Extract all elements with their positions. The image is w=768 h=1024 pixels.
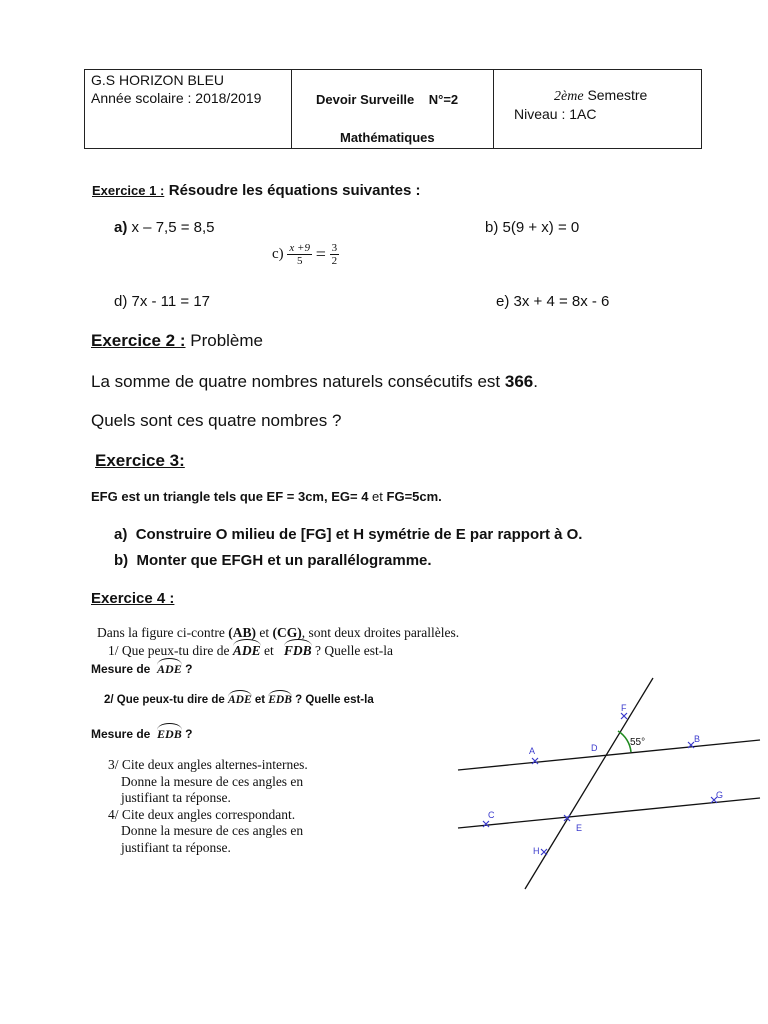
point-c-mark bbox=[483, 821, 489, 827]
line-cg bbox=[458, 798, 760, 828]
angle-fdb: FDB bbox=[283, 643, 312, 658]
exam-subject: Mathématiques bbox=[340, 130, 435, 145]
label-e: E bbox=[576, 823, 583, 833]
semester: 2ème Semestre bbox=[554, 87, 648, 104]
label-h: H bbox=[533, 846, 540, 856]
point-f-mark bbox=[621, 713, 627, 719]
ex4-q4-line3: justifiant ta réponse. bbox=[121, 839, 231, 855]
ex3-a: a) Construire O milieu de [FG] et H symétrie de E par rapport à O. bbox=[114, 526, 583, 543]
ex2-value: 366 bbox=[504, 372, 534, 391]
ex1-c: c) $\frac{x +9}{5}$ = $\frac{3}{2}$ bbox=[272, 242, 338, 267]
angle-edb: EDB bbox=[268, 694, 292, 706]
point-a-mark bbox=[532, 758, 538, 764]
line-ab bbox=[458, 740, 760, 770]
angle-ade: ADE bbox=[232, 643, 261, 658]
ex4-q3-line3: justifiant ta réponse. bbox=[121, 790, 231, 805]
exam-number: N°=2 bbox=[428, 92, 459, 107]
ex1-a: a) x – 7,5 = 8,5 bbox=[114, 219, 215, 236]
point-marks bbox=[483, 713, 717, 855]
ex3-heading: Exercice 3: bbox=[95, 451, 185, 470]
ex4-heading: Exercice 4 : bbox=[91, 590, 175, 607]
ex4-q4-line2: Donne la mesure de ces angles en bbox=[121, 823, 304, 838]
ex1-d: d) 7x - 11 = 17 bbox=[114, 293, 211, 310]
ex4-q2-mesure: Mesure de EDB ? bbox=[91, 727, 193, 741]
school-year: Année scolaire : 2018/2019 bbox=[91, 90, 262, 106]
ex1-b: b) 5(9 + x) = 0 bbox=[485, 219, 580, 236]
line-fh bbox=[525, 678, 653, 889]
ex4-intro: Dans la figure ci-contre (AB) et (CG), sont deux droites parallèles. bbox=[97, 625, 460, 640]
ex2-line1: La somme de quatre nombres naturels consécutifs est 366. bbox=[91, 372, 538, 391]
ex1-e: e) 3x + 4 = 8x - 6 bbox=[496, 293, 610, 310]
label-a: A bbox=[529, 746, 536, 756]
ex4-q1-mesure: Mesure de ADE ? bbox=[91, 662, 193, 676]
school-name: G.S HORIZON BLEU bbox=[91, 72, 225, 88]
ex2-heading: Exercice 2 : Problème bbox=[91, 331, 264, 350]
point-h-mark bbox=[541, 849, 547, 855]
ex4-q1: 1/ Que peux-tu dire de ADE et FDB ? Quelle est-la bbox=[108, 643, 393, 658]
ex4-q3-line2: Donne la mesure de ces angles en bbox=[121, 773, 304, 789]
ex2-line2: Quels sont ces quatre nombres ? bbox=[91, 411, 342, 430]
label-g: G bbox=[716, 790, 724, 800]
ex4-q2: 2/ Que peux-tu dire de ADE et EDB ? Quelle est-la bbox=[104, 694, 374, 706]
ex3-b: b) Monter que EFGH et un parallélogramme. bbox=[114, 552, 432, 569]
ex1-c-fraction-right: $\frac{3}{2}$ bbox=[331, 242, 338, 267]
ex1-heading: Exercice 1 : Résoudre les équations suivantes : bbox=[92, 182, 421, 199]
label-b: B bbox=[694, 734, 701, 744]
ex4-q4-line1: 4/ Cite deux angles correspondant. bbox=[108, 806, 296, 822]
label-f: F bbox=[621, 703, 627, 713]
exam-title: Devoir Surveille N°=2 bbox=[316, 92, 459, 107]
level: Niveau : 1AC bbox=[514, 106, 597, 122]
ex3-statement: EFG est un triangle tels que EF = 3cm, EG= 4 et FG=5cm. bbox=[91, 489, 442, 504]
ex1-c-fraction-left: $\frac{x +9}{5}$ bbox=[289, 242, 310, 267]
point-labels bbox=[488, 703, 723, 856]
label-d: D bbox=[591, 743, 598, 753]
ex4-q3-line1: 3/ Cite deux angles alternes-internes. bbox=[108, 757, 308, 772]
label-c: C bbox=[488, 810, 495, 820]
angle-label: 55° bbox=[630, 737, 646, 748]
